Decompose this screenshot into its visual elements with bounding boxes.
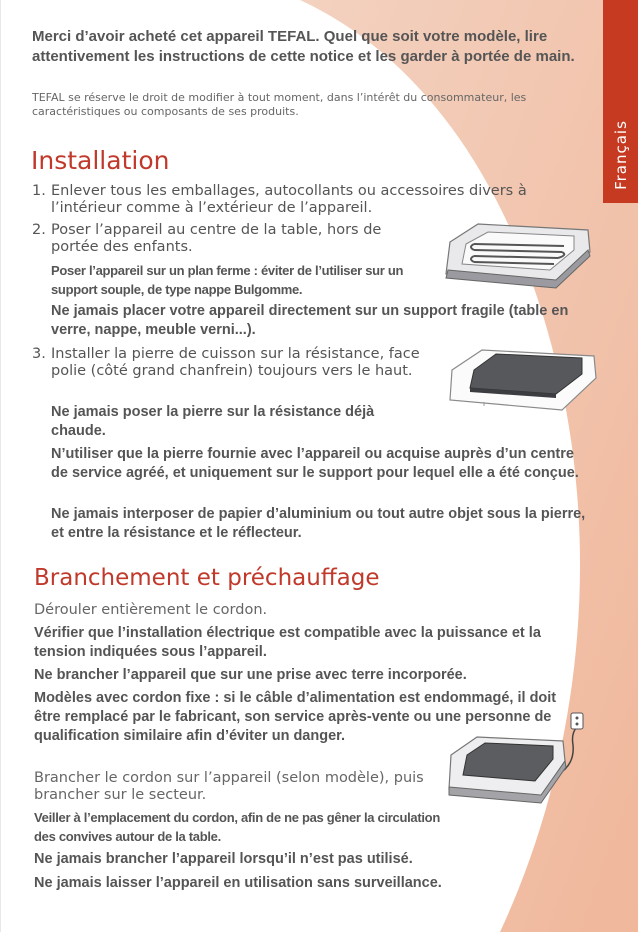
grill-heater-illustration	[438, 212, 598, 292]
fixed-cord-warning: Modèles avec cordon fixe : si le câble d’alimentation est endommagé, il doit être remplacé par le fabricant, son service après-vente ou une personne de qualification similaire afin d’éviter un danger.	[34, 690, 557, 744]
cord-placement-warning: Veiller à l’emplacement du cordon, afin de ne pas gêner la circulation des convives autour de la table.	[34, 810, 440, 844]
step-2-warning-1: Poser l’appareil sur un plan ferme : éviter de l’utiliser sur un support souple, de type nappe Bulgomme.	[51, 263, 404, 297]
step-2-text: Poser l’appareil au centre de la table, hors de portée des enfants.	[51, 222, 382, 255]
unused-plug-warning: Ne jamais brancher l’appareil lorsqu’il n’est pas utilisé.	[34, 851, 413, 867]
step-2	[32, 222, 411, 256]
step-2-number: 2.	[32, 222, 46, 238]
step-3-warning-1: Ne jamais poser la pierre sur la résistance déjà chaude.	[51, 404, 375, 439]
step-3-warning-3: Ne jamais interposer de papier d’aluminium ou tout autre objet sous la pierre, et entre la résistance et le réflecteur.	[51, 506, 586, 541]
unattended-warning: Ne jamais laisser l’appareil en utilisation sans surveillance.	[34, 875, 442, 891]
step-1	[32, 183, 556, 217]
language-tab	[603, 0, 638, 203]
grill-with-stone-illustration	[444, 340, 602, 416]
plug-cord-text: Brancher le cordon sur l’appareil (selon modèle), puis brancher sur le secteur.	[34, 770, 424, 803]
step-1-text: Enlever tous les emballages, autocollants ou accessoires divers à l’intérieur comme à l’extérieur de l’appareil.	[51, 183, 527, 216]
step-3-warning-2: N’utiliser que la pierre fournie avec l’appareil ou acquise auprès d’un centre de service agréé, et uniquement sur le support pour lequel elle a été conçue.	[51, 446, 579, 481]
unroll-cord-text: Dérouler entièrement le cordon.	[34, 602, 268, 618]
step-3	[32, 346, 431, 380]
step-2-warning-2: Ne jamais placer votre appareil directement sur un support fragile (table en verre, nappe, meuble verni...).	[51, 303, 569, 338]
step-3-text: Installer la pierre de cuisson sur la résistance, face polie (côté grand chanfrein) toujours vers le haut.	[51, 346, 420, 379]
check-installation-warning: Vérifier que l’installation électrique est compatible avec la puissance et la tension indiquées sous l’appareil.	[34, 625, 541, 660]
branchement-title: Branchement et préchauffage	[34, 565, 380, 591]
disclaimer-note: TEFAL se réserve le droit de modifier à tout moment, dans l’intérêt du consommateur, les caractéristiques ou composants de ses produits.	[32, 91, 527, 118]
intro-text: Merci d’avoir acheté cet appareil TEFAL. Quel que soit votre modèle, lire attentivement les instructions de cette notice et les garder à portée de main.	[32, 28, 575, 65]
earth-socket-warning: Ne brancher l’appareil que sur une prise avec terre incorporée.	[34, 667, 467, 683]
step-3-number: 3.	[32, 346, 46, 362]
step-1-number: 1.	[32, 183, 46, 199]
language-label: Français	[611, 120, 630, 190]
installation-title: Installation	[31, 146, 170, 175]
